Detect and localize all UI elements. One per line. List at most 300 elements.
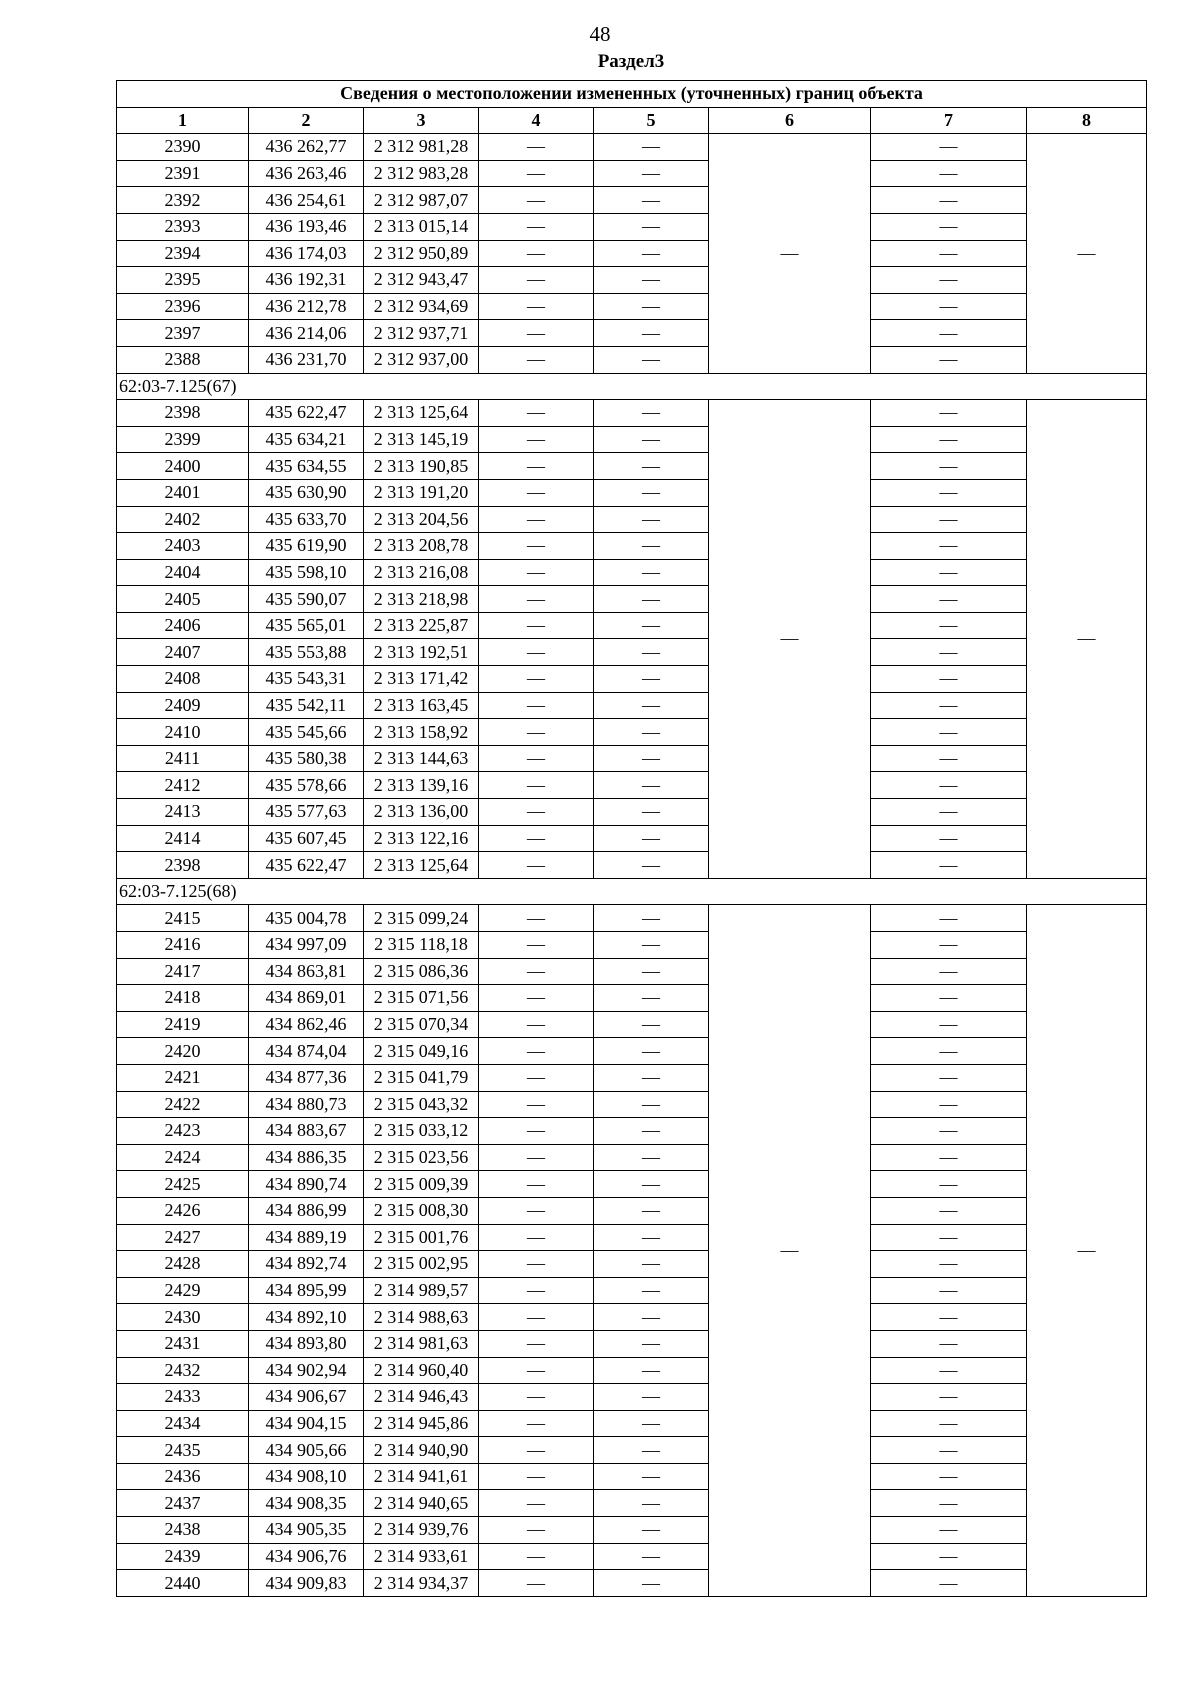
table-row xyxy=(117,719,1147,746)
col7-dash-cell: — xyxy=(871,1144,1027,1171)
y-coordinate-cell: 2 314 939,76 xyxy=(364,1517,479,1544)
col4-dash-cell: — xyxy=(479,506,594,533)
col5-dash-cell: — xyxy=(594,799,709,826)
x-coordinate-cell: 436 231,70 xyxy=(249,346,364,373)
x-coordinate-cell: 435 607,45 xyxy=(249,825,364,852)
table-row xyxy=(117,985,1147,1012)
col7-dash-cell: — xyxy=(871,1384,1027,1411)
point-number-cell: 2440 xyxy=(117,1570,249,1597)
point-number-cell: 2413 xyxy=(117,799,249,826)
y-coordinate-cell: 2 313 125,64 xyxy=(364,400,479,427)
y-coordinate-cell: 2 314 988,63 xyxy=(364,1304,479,1331)
col5-dash-cell: — xyxy=(594,1384,709,1411)
col4-dash-cell: — xyxy=(479,346,594,373)
x-coordinate-cell: 435 542,11 xyxy=(249,692,364,719)
col7-dash-cell: — xyxy=(871,905,1027,932)
point-number-cell: 2400 xyxy=(117,453,249,480)
col5-dash-cell: — xyxy=(594,559,709,586)
point-number-cell: 2418 xyxy=(117,985,249,1012)
table-row xyxy=(117,745,1147,772)
x-coordinate-cell: 436 262,77 xyxy=(249,134,364,161)
y-coordinate-cell: 2 314 960,40 xyxy=(364,1357,479,1384)
col5-dash-cell: — xyxy=(594,1118,709,1145)
col4-dash-cell: — xyxy=(479,932,594,959)
col7-dash-cell: — xyxy=(871,533,1027,560)
point-number-cell: 2401 xyxy=(117,479,249,506)
col7-dash-cell: — xyxy=(871,932,1027,959)
x-coordinate-cell: 435 622,47 xyxy=(249,400,364,427)
table-row xyxy=(117,267,1147,294)
x-coordinate-cell: 434 908,10 xyxy=(249,1463,364,1490)
col4-dash-cell: — xyxy=(479,426,594,453)
point-number-cell: 2392 xyxy=(117,187,249,214)
col6-merged-dash-cell: — xyxy=(709,905,871,1596)
table-row xyxy=(117,612,1147,639)
col8-merged-dash-cell: — xyxy=(1027,134,1147,373)
col7-dash-cell: — xyxy=(871,559,1027,586)
col4-dash-cell: — xyxy=(479,1543,594,1570)
x-coordinate-cell: 435 634,55 xyxy=(249,453,364,480)
col7-dash-cell: — xyxy=(871,612,1027,639)
point-number-cell: 2405 xyxy=(117,586,249,613)
point-number-cell: 2428 xyxy=(117,1251,249,1278)
col5-dash-cell: — xyxy=(594,533,709,560)
col5-dash-cell: — xyxy=(594,1197,709,1224)
x-coordinate-cell: 434 902,94 xyxy=(249,1357,364,1384)
x-coordinate-cell: 435 545,66 xyxy=(249,719,364,746)
col4-dash-cell: — xyxy=(479,1277,594,1304)
table-row xyxy=(117,1543,1147,1570)
table-row xyxy=(117,1171,1147,1198)
point-number-cell: 2430 xyxy=(117,1304,249,1331)
y-coordinate-cell: 2 314 989,57 xyxy=(364,1277,479,1304)
table-body xyxy=(117,134,1147,1597)
point-number-cell: 2429 xyxy=(117,1277,249,1304)
table-row xyxy=(117,134,1147,161)
table-row xyxy=(117,187,1147,214)
col5-dash-cell: — xyxy=(594,320,709,347)
point-number-cell: 2425 xyxy=(117,1171,249,1198)
col7-dash-cell: — xyxy=(871,160,1027,187)
point-number-cell: 2395 xyxy=(117,267,249,294)
col7-dash-cell: — xyxy=(871,1277,1027,1304)
col5-dash-cell: — xyxy=(594,1330,709,1357)
col7-dash-cell: — xyxy=(871,267,1027,294)
point-number-cell: 2431 xyxy=(117,1330,249,1357)
table-row xyxy=(117,1330,1147,1357)
col8-merged-dash-cell: — xyxy=(1027,905,1147,1596)
table-row xyxy=(117,1384,1147,1411)
point-number-cell: 2417 xyxy=(117,958,249,985)
col6-merged-dash-cell: — xyxy=(709,134,871,373)
col7-dash-cell: — xyxy=(871,1437,1027,1464)
y-coordinate-cell: 2 312 987,07 xyxy=(364,187,479,214)
y-coordinate-cell: 2 314 981,63 xyxy=(364,1330,479,1357)
y-coordinate-cell: 2 313 190,85 xyxy=(364,453,479,480)
col7-dash-cell: — xyxy=(871,772,1027,799)
col5-dash-cell: — xyxy=(594,1570,709,1597)
table-row xyxy=(117,320,1147,347)
col4-dash-cell: — xyxy=(479,772,594,799)
point-number-cell: 2399 xyxy=(117,426,249,453)
point-number-cell: 2398 xyxy=(117,852,249,879)
y-coordinate-cell: 2 315 009,39 xyxy=(364,1171,479,1198)
y-coordinate-cell: 2 313 191,20 xyxy=(364,479,479,506)
x-coordinate-cell: 435 565,01 xyxy=(249,612,364,639)
col5-dash-cell: — xyxy=(594,426,709,453)
point-number-cell: 2408 xyxy=(117,666,249,693)
point-number-cell: 2427 xyxy=(117,1224,249,1251)
col5-dash-cell: — xyxy=(594,958,709,985)
x-coordinate-cell: 435 633,70 xyxy=(249,506,364,533)
table-row xyxy=(117,1437,1147,1464)
table-row xyxy=(117,1277,1147,1304)
x-coordinate-cell: 435 630,90 xyxy=(249,479,364,506)
x-coordinate-cell: 434 862,46 xyxy=(249,1011,364,1038)
col4-dash-cell: — xyxy=(479,559,594,586)
col5-dash-cell: — xyxy=(594,187,709,214)
col5-dash-cell: — xyxy=(594,905,709,932)
x-coordinate-cell: 434 869,01 xyxy=(249,985,364,1012)
x-coordinate-cell: 435 553,88 xyxy=(249,639,364,666)
y-coordinate-cell: 2 313 122,16 xyxy=(364,825,479,852)
x-coordinate-cell: 435 619,90 xyxy=(249,533,364,560)
col4-dash-cell: — xyxy=(479,1517,594,1544)
col5-dash-cell: — xyxy=(594,1144,709,1171)
y-coordinate-cell: 2 314 946,43 xyxy=(364,1384,479,1411)
col7-dash-cell: — xyxy=(871,240,1027,267)
col5-dash-cell: — xyxy=(594,506,709,533)
table-row xyxy=(117,1251,1147,1278)
col7-dash-cell: — xyxy=(871,293,1027,320)
table-row xyxy=(117,213,1147,240)
x-coordinate-cell: 436 174,03 xyxy=(249,240,364,267)
point-number-cell: 2422 xyxy=(117,1091,249,1118)
y-coordinate-cell: 2 315 008,30 xyxy=(364,1197,479,1224)
table-row xyxy=(117,426,1147,453)
x-coordinate-cell: 434 889,19 xyxy=(249,1224,364,1251)
table-row xyxy=(117,852,1147,879)
col5-dash-cell: — xyxy=(594,1543,709,1570)
x-coordinate-cell: 434 880,73 xyxy=(249,1091,364,1118)
col7-dash-cell: — xyxy=(871,1171,1027,1198)
y-coordinate-cell: 2 312 943,47 xyxy=(364,267,479,294)
point-number-cell: 2435 xyxy=(117,1437,249,1464)
col4-dash-cell: — xyxy=(479,1410,594,1437)
column-header: 1 xyxy=(117,107,249,134)
col7-dash-cell: — xyxy=(871,692,1027,719)
col6-merged-dash-cell: — xyxy=(709,400,871,879)
col5-dash-cell: — xyxy=(594,586,709,613)
col4-dash-cell: — xyxy=(479,1330,594,1357)
table-row xyxy=(117,1091,1147,1118)
col4-dash-cell: — xyxy=(479,533,594,560)
col4-dash-cell: — xyxy=(479,187,594,214)
table-head xyxy=(117,81,1147,134)
col4-dash-cell: — xyxy=(479,692,594,719)
col7-dash-cell: — xyxy=(871,1064,1027,1091)
x-coordinate-cell: 435 580,38 xyxy=(249,745,364,772)
y-coordinate-cell: 2 315 023,56 xyxy=(364,1144,479,1171)
col5-dash-cell: — xyxy=(594,719,709,746)
table-row xyxy=(117,293,1147,320)
group-label: 62:03-7.125(68) xyxy=(117,878,1147,905)
col4-dash-cell: — xyxy=(479,745,594,772)
y-coordinate-cell: 2 315 043,32 xyxy=(364,1091,479,1118)
table-row xyxy=(117,1224,1147,1251)
col7-dash-cell: — xyxy=(871,400,1027,427)
x-coordinate-cell: 434 892,74 xyxy=(249,1251,364,1278)
table-row xyxy=(117,586,1147,613)
point-number-cell: 2404 xyxy=(117,559,249,586)
point-number-cell: 2414 xyxy=(117,825,249,852)
column-header: 7 xyxy=(871,107,1027,134)
table-row xyxy=(117,1517,1147,1544)
table-row xyxy=(117,1011,1147,1038)
y-coordinate-cell: 2 312 937,71 xyxy=(364,320,479,347)
y-coordinate-cell: 2 315 002,95 xyxy=(364,1251,479,1278)
x-coordinate-cell: 435 578,66 xyxy=(249,772,364,799)
col7-dash-cell: — xyxy=(871,1224,1027,1251)
table-row xyxy=(117,453,1147,480)
y-coordinate-cell: 2 315 099,24 xyxy=(364,905,479,932)
col4-dash-cell: — xyxy=(479,1384,594,1411)
col7-dash-cell: — xyxy=(871,852,1027,879)
column-header: 3 xyxy=(364,107,479,134)
col4-dash-cell: — xyxy=(479,666,594,693)
y-coordinate-cell: 2 313 218,98 xyxy=(364,586,479,613)
col4-dash-cell: — xyxy=(479,1197,594,1224)
table-row xyxy=(117,1118,1147,1145)
col5-dash-cell: — xyxy=(594,346,709,373)
col5-dash-cell: — xyxy=(594,1251,709,1278)
y-coordinate-cell: 2 315 033,12 xyxy=(364,1118,479,1145)
point-number-cell: 2421 xyxy=(117,1064,249,1091)
col7-dash-cell: — xyxy=(871,1011,1027,1038)
point-number-cell: 2439 xyxy=(117,1543,249,1570)
col5-dash-cell: — xyxy=(594,1277,709,1304)
col5-dash-cell: — xyxy=(594,772,709,799)
col5-dash-cell: — xyxy=(594,932,709,959)
col5-dash-cell: — xyxy=(594,293,709,320)
column-header: 2 xyxy=(249,107,364,134)
col4-dash-cell: — xyxy=(479,586,594,613)
col5-dash-cell: — xyxy=(594,1224,709,1251)
col5-dash-cell: — xyxy=(594,852,709,879)
col7-dash-cell: — xyxy=(871,639,1027,666)
y-coordinate-cell: 2 313 144,63 xyxy=(364,745,479,772)
col5-dash-cell: — xyxy=(594,160,709,187)
y-coordinate-cell: 2 315 049,16 xyxy=(364,1038,479,1065)
col4-dash-cell: — xyxy=(479,160,594,187)
point-number-cell: 2412 xyxy=(117,772,249,799)
x-coordinate-cell: 434 997,09 xyxy=(249,932,364,959)
x-coordinate-cell: 435 622,47 xyxy=(249,852,364,879)
x-coordinate-cell: 435 590,07 xyxy=(249,586,364,613)
table-row xyxy=(117,932,1147,959)
y-coordinate-cell: 2 312 937,00 xyxy=(364,346,479,373)
y-coordinate-cell: 2 315 071,56 xyxy=(364,985,479,1012)
group-label: 62:03-7.125(67) xyxy=(117,373,1147,400)
y-coordinate-cell: 2 312 983,28 xyxy=(364,160,479,187)
y-coordinate-cell: 2 313 015,14 xyxy=(364,213,479,240)
group-header-row xyxy=(117,373,1147,400)
coordinates-table xyxy=(116,80,1147,1597)
x-coordinate-cell: 434 904,15 xyxy=(249,1410,364,1437)
col5-dash-cell: — xyxy=(594,1463,709,1490)
y-coordinate-cell: 2 313 158,92 xyxy=(364,719,479,746)
col4-dash-cell: — xyxy=(479,985,594,1012)
col5-dash-cell: — xyxy=(594,692,709,719)
table-row xyxy=(117,1410,1147,1437)
x-coordinate-cell: 435 577,63 xyxy=(249,799,364,826)
y-coordinate-cell: 2 314 940,65 xyxy=(364,1490,479,1517)
y-coordinate-cell: 2 312 950,89 xyxy=(364,240,479,267)
point-number-cell: 2402 xyxy=(117,506,249,533)
col7-dash-cell: — xyxy=(871,1490,1027,1517)
table-row xyxy=(117,346,1147,373)
col4-dash-cell: — xyxy=(479,1144,594,1171)
y-coordinate-cell: 2 313 171,42 xyxy=(364,666,479,693)
point-number-cell: 2420 xyxy=(117,1038,249,1065)
section-title: Раздел3 xyxy=(597,51,665,72)
column-header: 4 xyxy=(479,107,594,134)
table-row xyxy=(117,1197,1147,1224)
x-coordinate-cell: 435 598,10 xyxy=(249,559,364,586)
y-coordinate-cell: 2 313 225,87 xyxy=(364,612,479,639)
col4-dash-cell: — xyxy=(479,1304,594,1331)
point-number-cell: 2393 xyxy=(117,213,249,240)
y-coordinate-cell: 2 313 216,08 xyxy=(364,559,479,586)
col7-dash-cell: — xyxy=(871,825,1027,852)
col4-dash-cell: — xyxy=(479,1011,594,1038)
table-row xyxy=(117,160,1147,187)
col7-dash-cell: — xyxy=(871,745,1027,772)
table-row xyxy=(117,240,1147,267)
point-number-cell: 2416 xyxy=(117,932,249,959)
table-row xyxy=(117,772,1147,799)
y-coordinate-cell: 2 312 934,69 xyxy=(364,293,479,320)
col4-dash-cell: — xyxy=(479,639,594,666)
table-row xyxy=(117,1570,1147,1597)
col4-dash-cell: — xyxy=(479,293,594,320)
point-number-cell: 2407 xyxy=(117,639,249,666)
table-row xyxy=(117,639,1147,666)
col7-dash-cell: — xyxy=(871,1091,1027,1118)
col7-dash-cell: — xyxy=(871,426,1027,453)
col4-dash-cell: — xyxy=(479,213,594,240)
col7-dash-cell: — xyxy=(871,213,1027,240)
table-row xyxy=(117,506,1147,533)
point-number-cell: 2398 xyxy=(117,400,249,427)
table-row xyxy=(117,400,1147,427)
point-number-cell: 2438 xyxy=(117,1517,249,1544)
point-number-cell: 2390 xyxy=(117,134,249,161)
col4-dash-cell: — xyxy=(479,240,594,267)
table-row xyxy=(117,1038,1147,1065)
x-coordinate-cell: 435 543,31 xyxy=(249,666,364,693)
x-coordinate-cell: 434 905,35 xyxy=(249,1517,364,1544)
col7-dash-cell: — xyxy=(871,1118,1027,1145)
x-coordinate-cell: 434 874,04 xyxy=(249,1038,364,1065)
table-row xyxy=(117,533,1147,560)
col4-dash-cell: — xyxy=(479,267,594,294)
point-number-cell: 2403 xyxy=(117,533,249,560)
x-coordinate-cell: 435 634,21 xyxy=(249,426,364,453)
col5-dash-cell: — xyxy=(594,1410,709,1437)
table-row xyxy=(117,1064,1147,1091)
table-row xyxy=(117,666,1147,693)
y-coordinate-cell: 2 313 136,00 xyxy=(364,799,479,826)
col5-dash-cell: — xyxy=(594,1038,709,1065)
col4-dash-cell: — xyxy=(479,1251,594,1278)
column-header-row xyxy=(117,107,1147,134)
col7-dash-cell: — xyxy=(871,1038,1027,1065)
col5-dash-cell: — xyxy=(594,134,709,161)
col7-dash-cell: — xyxy=(871,719,1027,746)
col4-dash-cell: — xyxy=(479,1357,594,1384)
col7-dash-cell: — xyxy=(871,1330,1027,1357)
x-coordinate-cell: 434 893,80 xyxy=(249,1330,364,1357)
point-number-cell: 2397 xyxy=(117,320,249,347)
col7-dash-cell: — xyxy=(871,1304,1027,1331)
col5-dash-cell: — xyxy=(594,1437,709,1464)
x-coordinate-cell: 436 214,06 xyxy=(249,320,364,347)
col7-dash-cell: — xyxy=(871,506,1027,533)
table-row xyxy=(117,1304,1147,1331)
point-number-cell: 2410 xyxy=(117,719,249,746)
col7-dash-cell: — xyxy=(871,134,1027,161)
col5-dash-cell: — xyxy=(594,1517,709,1544)
col5-dash-cell: — xyxy=(594,1171,709,1198)
col7-dash-cell: — xyxy=(871,799,1027,826)
y-coordinate-cell: 2 315 086,36 xyxy=(364,958,479,985)
col7-dash-cell: — xyxy=(871,320,1027,347)
table-caption: Сведения о местоположении измененных (уточненных) границ объекта xyxy=(117,81,1147,108)
x-coordinate-cell: 434 886,99 xyxy=(249,1197,364,1224)
col5-dash-cell: — xyxy=(594,240,709,267)
col4-dash-cell: — xyxy=(479,852,594,879)
x-coordinate-cell: 434 909,83 xyxy=(249,1570,364,1597)
col4-dash-cell: — xyxy=(479,719,594,746)
y-coordinate-cell: 2 314 945,86 xyxy=(364,1410,479,1437)
x-coordinate-cell: 436 193,46 xyxy=(249,213,364,240)
table-row xyxy=(117,1144,1147,1171)
table-row xyxy=(117,559,1147,586)
col5-dash-cell: — xyxy=(594,1490,709,1517)
col4-dash-cell: — xyxy=(479,1118,594,1145)
col5-dash-cell: — xyxy=(594,825,709,852)
column-header: 6 xyxy=(709,107,871,134)
col7-dash-cell: — xyxy=(871,1517,1027,1544)
col5-dash-cell: — xyxy=(594,400,709,427)
col4-dash-cell: — xyxy=(479,905,594,932)
col4-dash-cell: — xyxy=(479,1064,594,1091)
col4-dash-cell: — xyxy=(479,1171,594,1198)
y-coordinate-cell: 2 313 139,16 xyxy=(364,772,479,799)
col5-dash-cell: — xyxy=(594,985,709,1012)
col5-dash-cell: — xyxy=(594,1064,709,1091)
col4-dash-cell: — xyxy=(479,1224,594,1251)
y-coordinate-cell: 2 315 041,79 xyxy=(364,1064,479,1091)
col5-dash-cell: — xyxy=(594,1357,709,1384)
col7-dash-cell: — xyxy=(871,187,1027,214)
point-number-cell: 2434 xyxy=(117,1410,249,1437)
x-coordinate-cell: 436 263,46 xyxy=(249,160,364,187)
col5-dash-cell: — xyxy=(594,745,709,772)
point-number-cell: 2411 xyxy=(117,745,249,772)
col5-dash-cell: — xyxy=(594,612,709,639)
